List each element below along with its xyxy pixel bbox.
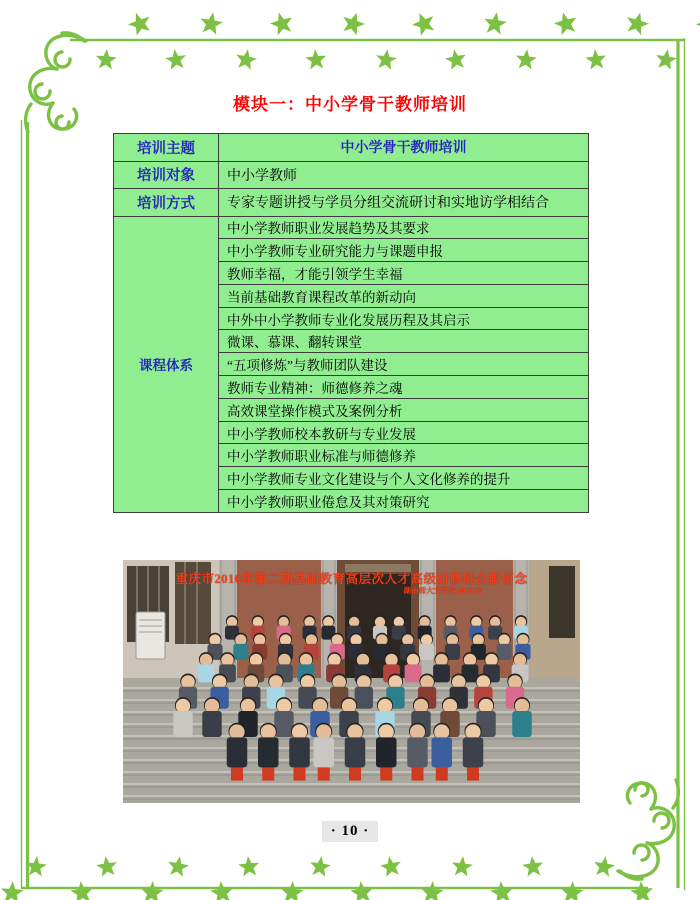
photo-caption-title: 重庆市2016年第二期基础教育高层次人才高级研修班合影留念 [175, 572, 528, 586]
star-icon [554, 12, 576, 35]
method-value: 专家专题讲授与学员分组交流研讨和实地访学相结合 [219, 189, 589, 217]
page-footer [0, 821, 700, 842]
course-item: 微课、慕课、翻转课堂 [219, 330, 589, 353]
theme-value: 中小学骨干教师培训 [219, 134, 589, 162]
star-icon [656, 49, 677, 70]
star-icon [310, 856, 331, 877]
table-row-course [114, 216, 589, 239]
photo-caption-subtitle: 湖南师大文学院 2016.12 [403, 586, 483, 595]
star-icon [96, 856, 117, 877]
course-item: “五项修炼”与教师团队建设 [219, 353, 589, 376]
star-icon [305, 49, 326, 69]
star-icon [168, 856, 189, 877]
star-icon [96, 49, 117, 69]
star-icon [484, 12, 507, 34]
method-label: 培训方式 [114, 189, 219, 217]
star-icon [200, 12, 223, 35]
star-icon [343, 13, 365, 36]
star-icon [238, 856, 259, 876]
course-item: 中小学教师职业倦怠及其对策研究 [219, 490, 589, 513]
course-item: 高效课堂操作模式及案例分析 [219, 398, 589, 421]
star-icon [452, 856, 473, 876]
star-icon [376, 49, 397, 70]
star-icon [627, 13, 649, 36]
star-icon [594, 856, 615, 877]
course-item: 教师专业精神：师德修养之魂 [219, 376, 589, 399]
course-item: 中小学教师专业文化建设与个人文化修养的提升 [219, 467, 589, 490]
course-item: 中外中小学教师专业化发展历程及其启示 [219, 307, 589, 330]
star-icon [128, 13, 150, 36]
star-icon [350, 881, 373, 900]
star-icon [516, 49, 537, 69]
star-icon [210, 881, 233, 900]
star-icon [26, 856, 47, 876]
table-body [114, 134, 589, 513]
star-icon [380, 856, 401, 877]
course-item: 中小学教师校本教研与专业发展 [219, 421, 589, 444]
star-icon [165, 49, 186, 70]
theme-label: 培训主题 [114, 134, 219, 162]
star-icon [490, 881, 513, 900]
group-photo [123, 560, 580, 803]
star-icon [281, 881, 304, 900]
training-table [113, 133, 589, 513]
star-icon [630, 881, 653, 900]
course-item: 中小学教师职业发展趋势及其要求 [219, 216, 589, 239]
course-item: 中小学教师专业研究能力与课题申报 [219, 239, 589, 262]
target-value: 中小学教师 [219, 161, 589, 189]
star-icon [445, 49, 466, 70]
star-icon [421, 881, 444, 900]
course-system-label: 课程体系 [114, 216, 219, 512]
air-conditioner [136, 612, 165, 659]
course-item: 中小学教师职业标准与师德修养 [219, 444, 589, 467]
star-icon [141, 881, 164, 900]
table-row-theme [114, 134, 589, 162]
page-title: 模块一：中小学骨干教师培训 [233, 95, 467, 114]
star-icon [522, 856, 543, 876]
star-icon [696, 13, 700, 36]
page-number: · 10 · [322, 821, 379, 842]
course-item: 当前基础教育课程改革的新动向 [219, 284, 589, 307]
table-row-method [114, 189, 589, 217]
course-item: 教师幸福，才能引领学生幸福 [219, 262, 589, 285]
star-icon [236, 49, 257, 70]
star-icon [561, 881, 584, 900]
table-row-target [114, 161, 589, 189]
star-icon [1, 881, 24, 900]
star-icon [412, 13, 434, 36]
target-label: 培训对象 [114, 161, 219, 189]
star-icon [70, 881, 93, 900]
star-icon [585, 49, 606, 69]
star-icon [270, 12, 292, 35]
